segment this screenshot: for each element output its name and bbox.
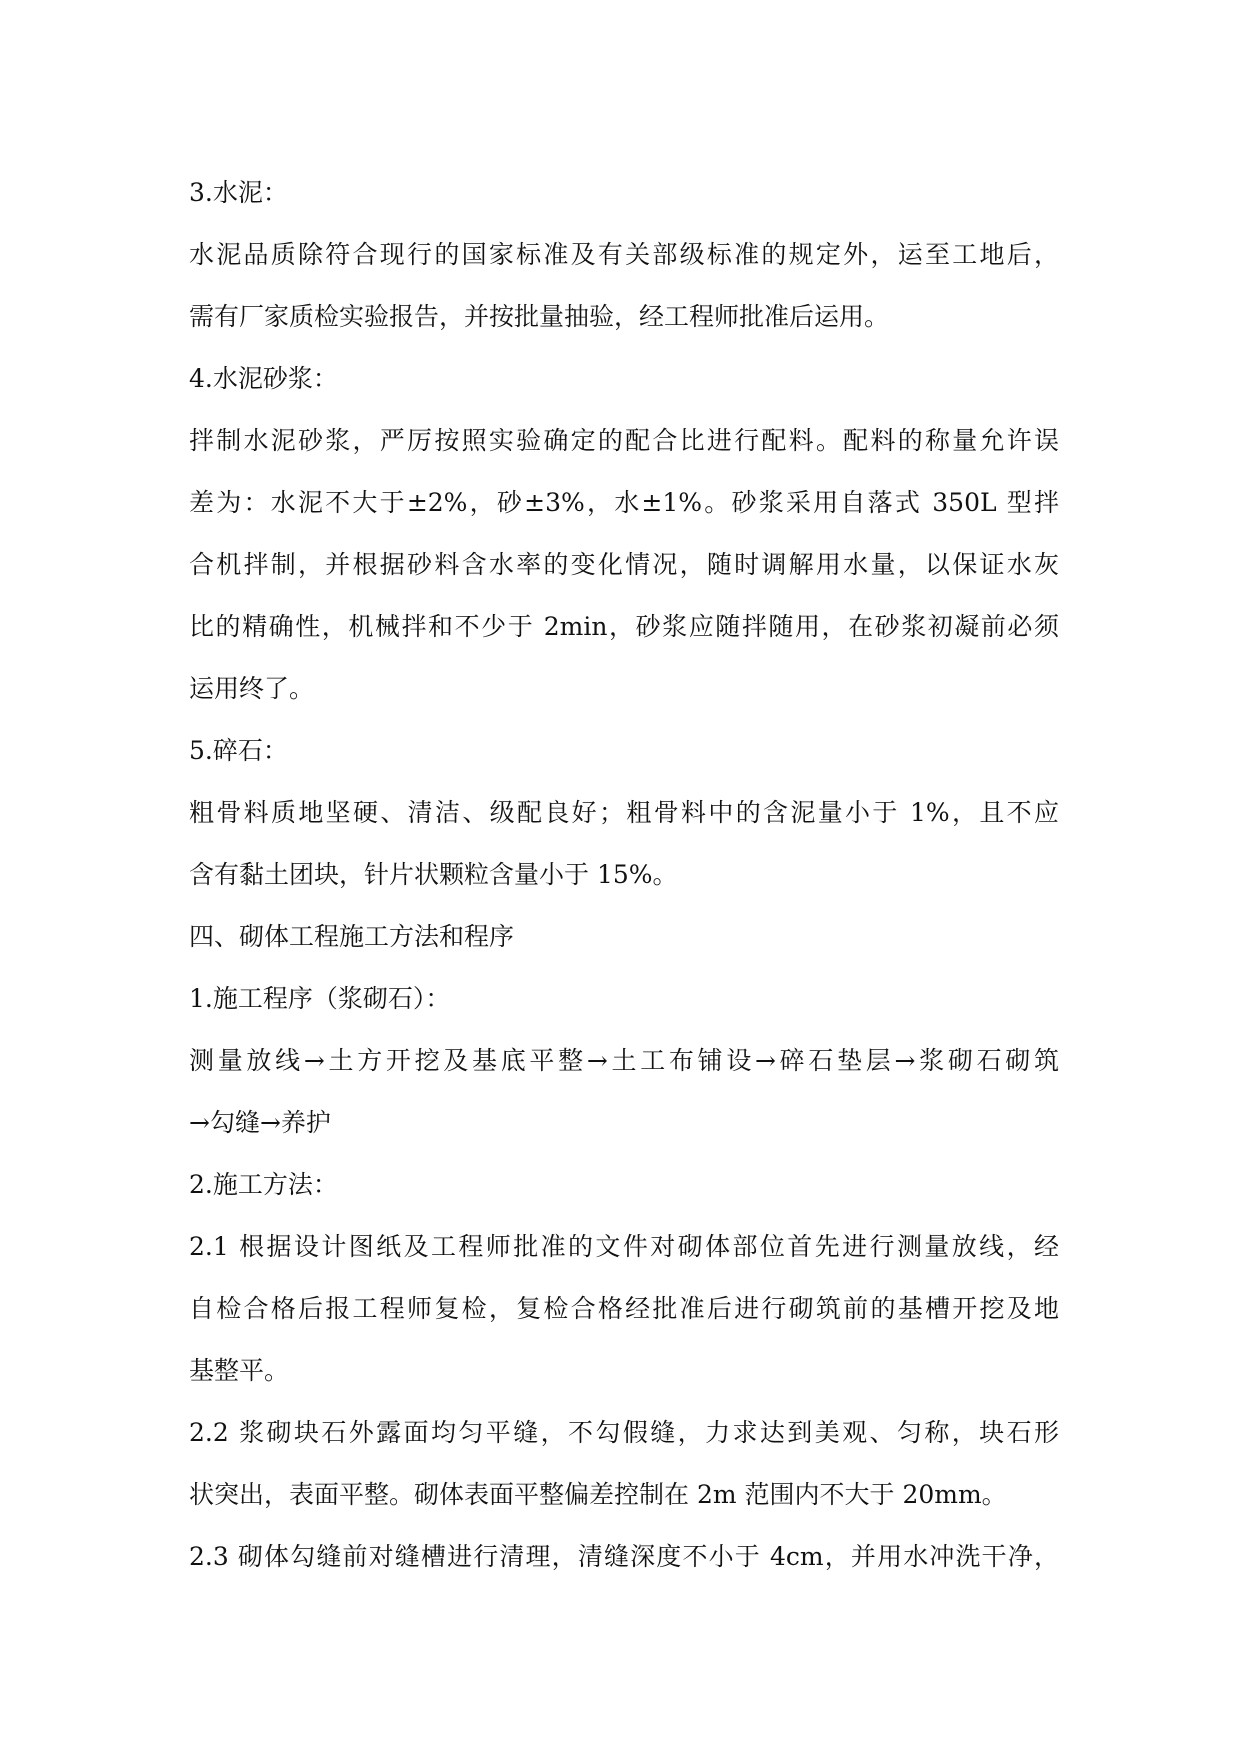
text-line: 含有黏土团块，针片状颗粒含量小于 15%。: [189, 860, 678, 889]
text-line: 2.1 根据设计图纸及工程师批准的文件对砌体部位首先进行测量放线，经: [189, 1232, 1059, 1261]
text-line: 四、砌体工程施工方法和程序: [189, 922, 515, 951]
text-line: 3.水泥：: [189, 178, 288, 207]
text-line: 基整平。: [189, 1356, 290, 1385]
text-line: 合机拌制，并根据砂料含水率的变化情况，随时调解用水量，以保证水灰: [189, 550, 1059, 579]
document-body: [189, 162, 1059, 1588]
text-line: 2.2 浆砌块石外露面均匀平缝，不勾假缝，力求达到美观、匀称，块石形: [189, 1418, 1059, 1447]
text-line: 运用终了。: [189, 674, 315, 703]
text-line: 自检合格后报工程师复检，复检合格经批准后进行砌筑前的基槽开挖及地: [189, 1294, 1059, 1323]
text-line: →勾缝→养护: [189, 1108, 331, 1137]
text-line: 2.3 砌体勾缝前对缝槽进行清理，清缝深度不小于 4cm，并用水冲洗干净，: [189, 1542, 1059, 1571]
text-line: 水泥品质除符合现行的国家标准及有关部级标准的规定外，运至工地后，: [189, 240, 1059, 269]
text-line: 比的精确性，机械拌和不少于 2min，砂浆应随拌随用，在砂浆初凝前必须: [189, 612, 1059, 641]
text-line: 2.施工方法：: [189, 1170, 338, 1199]
text-line: 需有厂家质检实验报告，并按批量抽验，经工程师批准后运用。: [189, 302, 890, 331]
text-line: 状突出，表面平整。砌体表面平整偏差控制在 2m 范围内不大于 20mm。: [189, 1480, 1007, 1509]
text-line: 5.碎石：: [189, 736, 288, 765]
text-line: 差为：水泥不大于±2%，砂±3%，水±1%。砂浆采用自落式 350L 型拌: [189, 488, 1059, 517]
text-line: 拌制水泥砂浆，严厉按照实验确定的配合比进行配料。配料的称量允许误: [189, 426, 1059, 455]
text-line: 1.施工程序（浆砌石）：: [189, 984, 451, 1013]
text-line: 粗骨料质地坚硬、清洁、级配良好；粗骨料中的含泥量小于 1%，且不应: [189, 798, 1059, 827]
text-line: 4.水泥砂浆：: [189, 364, 338, 393]
text-line: 测量放线→土方开挖及基底平整→土工布铺设→碎石垫层→浆砌石砌筑: [189, 1046, 1059, 1075]
